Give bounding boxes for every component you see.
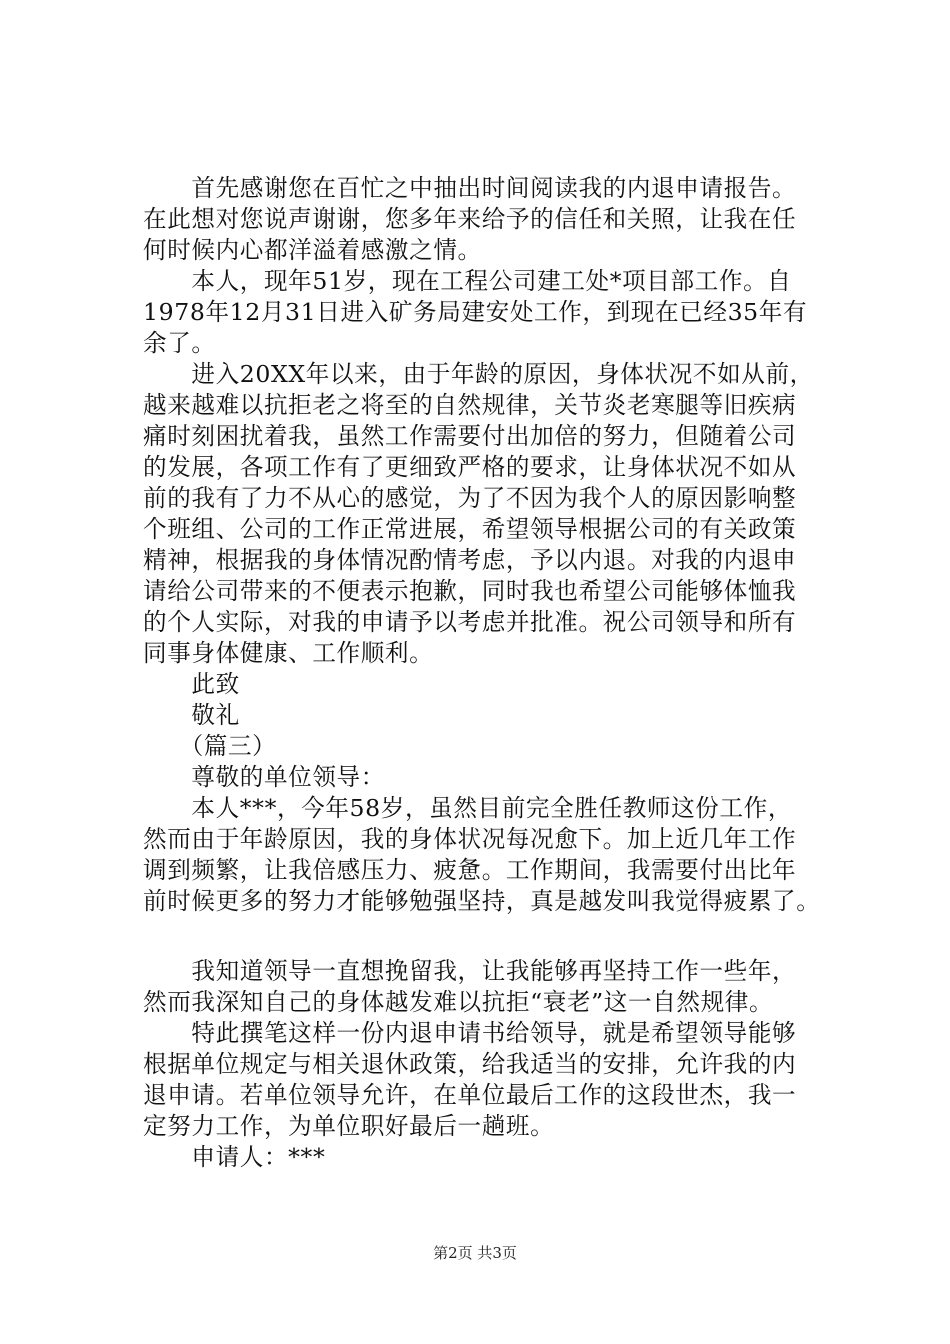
document-body [143, 173, 843, 1173]
body-line: 何时候内心都洋溢着感激之情。 [143, 236, 482, 264]
closing-line: 敬礼 [143, 701, 240, 729]
body-line: 前的我有了力不从心的感觉，为了不因为我个人的原因影响整 [143, 484, 797, 512]
body-line: 请给公司带来的不便表示抱歉，同时我也希望公司能够体恤我 [143, 577, 797, 605]
body-line: 定努力工作，为单位职好最后一趟班。 [143, 1112, 555, 1140]
body-line: 根据单位规定与相关退休政策，给我适当的安排，允许我的内 [143, 1050, 797, 1078]
body-line: 余了。 [143, 329, 216, 357]
body-line: 越来越难以抗拒老之将至的自然规律，关节炎老寒腿等旧疾病 [143, 391, 797, 419]
body-line: 调到频繁，让我倍感压力、疲惫。工作期间，我需要付出比年 [143, 856, 797, 884]
salutation: 尊敬的单位领导： [143, 763, 385, 791]
section-heading: （篇三） [143, 732, 277, 760]
body-line: 特此撰笔这样一份内退申请书给领导，就是希望领导能够 [143, 1019, 797, 1047]
blank-line [143, 917, 843, 956]
body-line: 首先感谢您在百忙之中抽出时间阅读我的内退申请报告。 [143, 174, 797, 202]
body-line: 同事身体健康、工作顺利。 [143, 639, 434, 667]
page-number: 第2页 共3页 [433, 1244, 517, 1262]
body-line: 在此想对您说声谢谢，您多年来给予的信任和关照，让我在任 [143, 205, 797, 233]
body-line: 我知道领导一直想挽留我，让我能够再坚持工作一些年， [143, 957, 797, 985]
body-line: 前时候更多的努力才能够勉强坚持，真是越发叫我觉得疲累了。 [143, 887, 821, 915]
body-line: 本人***，今年58岁，虽然目前完全胜任教师这份工作， [143, 794, 793, 822]
body-line: 进入20XX年以来，由于年龄的原因，身体状况不如从前， [143, 360, 814, 388]
body-line: 的发展，各项工作有了更细致严格的要求，让身体状况不如从 [143, 453, 797, 481]
body-line: 个班组、公司的工作正常进展，希望领导根据公司的有关政策 [143, 515, 797, 543]
body-line: 痛时刻困扰着我，虽然工作需要付出加倍的努力，但随着公司 [143, 422, 797, 450]
body-line: 然而由于年龄原因，我的身体状况每况愈下。加上近几年工作 [143, 825, 797, 853]
closing-line: 此致 [143, 670, 240, 698]
page-footer [0, 1243, 950, 1263]
body-line: 退申请。若单位领导允许，在单位最后工作的这段世杰，我一 [143, 1081, 797, 1109]
signature-line: 申请人：*** [143, 1143, 326, 1171]
body-line: 精神，根据我的身体情况酌情考虑，予以内退。对我的内退申 [143, 546, 797, 574]
body-line: 然而我深知自己的身体越发难以抗拒“衰老”这一自然规律。 [143, 988, 774, 1016]
body-line: 本人，现年51岁，现在工程公司建工处*项目部工作。自 [143, 267, 792, 295]
body-line: 的个人实际，对我的申请予以考虑并批准。祝公司领导和所有 [143, 608, 797, 636]
body-line: 1978年12月31日进入矿务局建安处工作，到现在已经35年有 [143, 298, 808, 326]
